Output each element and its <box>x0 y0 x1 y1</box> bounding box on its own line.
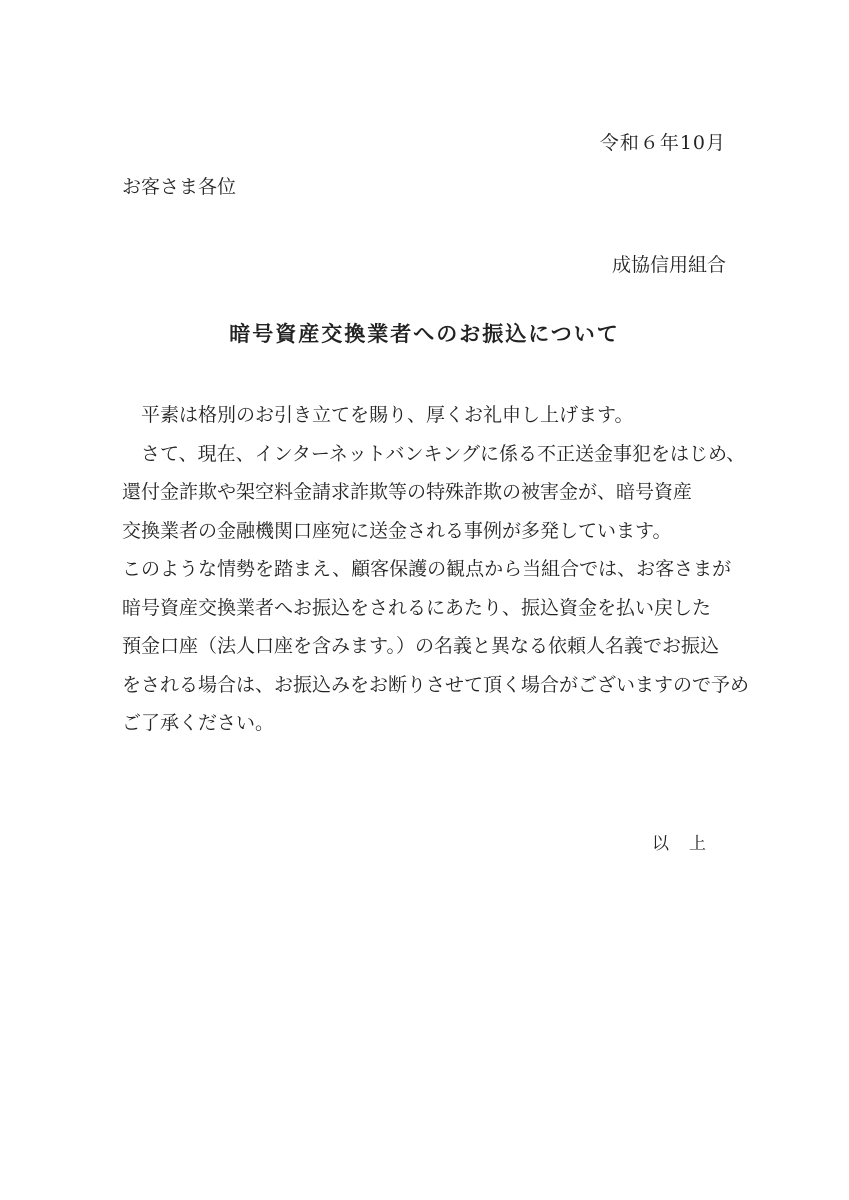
body-line: さて、現在、インターネットバンキングに係る不正送金事犯をはじめ、 <box>122 442 746 465</box>
body-line: 交換業者の金融機関口座宛に送金される事例が多発しています。 <box>122 519 672 542</box>
body-line: 暗号資産交換業者へお振込をされるにあたり、振込資金を払い戻した <box>122 596 712 619</box>
addressee: お客さま各位 <box>122 176 237 198</box>
body-line: をされる場合は、お振込みをお断りさせて頂く場合がございますので予め <box>122 673 750 696</box>
body-line: 預金口座（法人口座を含みます。）の名義と異なる依頼人名義でお振込 <box>122 635 719 657</box>
sender-name: 成協信用組合 <box>611 254 726 276</box>
document-date: 令和６年10月 <box>599 132 726 154</box>
body-line: 還付金詐欺や架空料金請求詐欺等の特殊詐欺の被害金が、暗号資産 <box>122 481 693 503</box>
body-text <box>122 396 750 743</box>
closing-mark: 以上 <box>652 834 726 854</box>
body-line: 平素は格別のお引き立てを賜り、厚くお礼申し上げます。 <box>122 404 634 426</box>
body-line: このような情勢を踏まえ、顧客保護の観点から当組合では、お客さまが <box>122 558 732 580</box>
document-title: 暗号資産交換業者へのお振込について <box>229 322 620 346</box>
body-line: ご了承ください。 <box>122 712 275 734</box>
